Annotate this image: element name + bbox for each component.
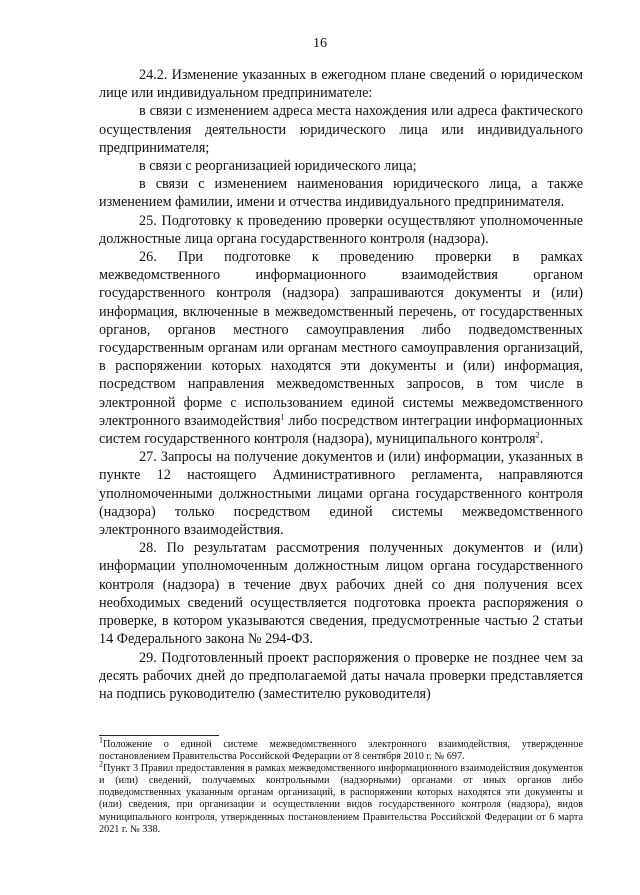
footnote-ref-1: 1 xyxy=(280,412,285,422)
paragraph-26-text-b: либо посредством интеграции информационных систем государственного контроля (надзора), муниципального контроля xyxy=(99,412,584,448)
paragraph-25: 25. Подготовку к проведению проверки осуществляют уполномоченные должностные лица органа государственного контроля (надзора). xyxy=(99,212,583,247)
paragraph-28: 28. По результатам рассмотрения полученных документов и (или) информации уполномоченным должностным лицом органа государственного контроля (надзора) в течение двух рабочих дней со дня получения всех необходимых сведений осуществляется подготовка проекта распоряжения о проверке, в котором указываются сведения, предусмотренные частью 2 статьи 14 Федерального закона № 294-ФЗ. xyxy=(99,540,583,648)
paragraph-26-text-a: 26. При подготовке к проведению проверки в рамках межведомственного информационного взаимодействия органом государственного контроля (надзора) запрашиваются документы и (или) информация, включенные в межведомственный перечень, от государственных органов, органов местного самоуправления либо подведомственных государственным органам или органам местного самоуправления организаций, в распоряжении которых находятся эти документы и (или) информация, посредством направления межведомственных запросов, в том числе в электронной форме с использованием единой системы межведомственного электронного взаимодействия xyxy=(99,249,583,429)
footnote-2-text: Пункт 3 Правил предоставления в рамках межведомственного информационного взаимодействия документов и (или) сведений, получаемых контрольными (надзорными) органами от иных органов либо подведомственных указанным органам организаций, в распоряжении которых находятся эти документы и (или) сведения, при организации и осуществлении видов государственного контроля (надзора), видов муниципального контроля, утвержденных постановлением Правительства Российской Федерации от 6 марта 2021 г. № 338. xyxy=(99,763,583,835)
paragraph-24-2: 24.2. Изменение указанных в ежегодном плане сведений о юридическом лице или индивидуальном предпринимателе: xyxy=(99,67,583,102)
footnote-2-mark: 2 xyxy=(99,759,103,769)
paragraph-24-2-item-3: в связи с изменением наименования юридического лица, а также изменением фамилии, имени и отчества индивидуального предпринимателя. xyxy=(99,176,583,211)
document-body xyxy=(99,66,583,703)
footnote-2 xyxy=(99,759,583,836)
page-number: 16 xyxy=(313,36,327,51)
footnote-divider xyxy=(99,735,219,736)
paragraph-26 xyxy=(99,248,583,448)
footnote-1-mark: 1 xyxy=(99,735,103,745)
paragraph-24-2-item-2: в связи с реорганизацией юридического лица; xyxy=(139,158,417,175)
footnote-1 xyxy=(99,735,583,763)
footnotes xyxy=(99,735,583,836)
paragraph-29: 29. Подготовленный проект распоряжения о проверке не позднее чем за десять рабочих дней до предполагаемой даты начала проверки представляется на подпись руководителю (заместителю руководителя) xyxy=(99,649,583,702)
paragraph-27: 27. Запросы на получение документов и (или) информации, указанных в пункте 12 настоящего Административного регламента, направляются уполномоченными должностными лицами органа государственного контроля (надзора) только посредством единой системы межведомственного электронного взаимодействия. xyxy=(99,449,583,539)
paragraph-24-2-item-1: в связи с изменением адреса места нахождения или адреса фактического осуществления деятельности юридического лица или индивидуального предпринимателя; xyxy=(99,103,583,156)
footnote-ref-2: 2 xyxy=(535,430,540,440)
footnote-1-text: Положение о единой системе межведомственного электронного взаимодействия, утвержденное постановлением Правительства Российской Федерации от 8 сентября 2010 г. № 697. xyxy=(99,739,583,763)
paragraph-26-text-c: . xyxy=(539,431,544,448)
